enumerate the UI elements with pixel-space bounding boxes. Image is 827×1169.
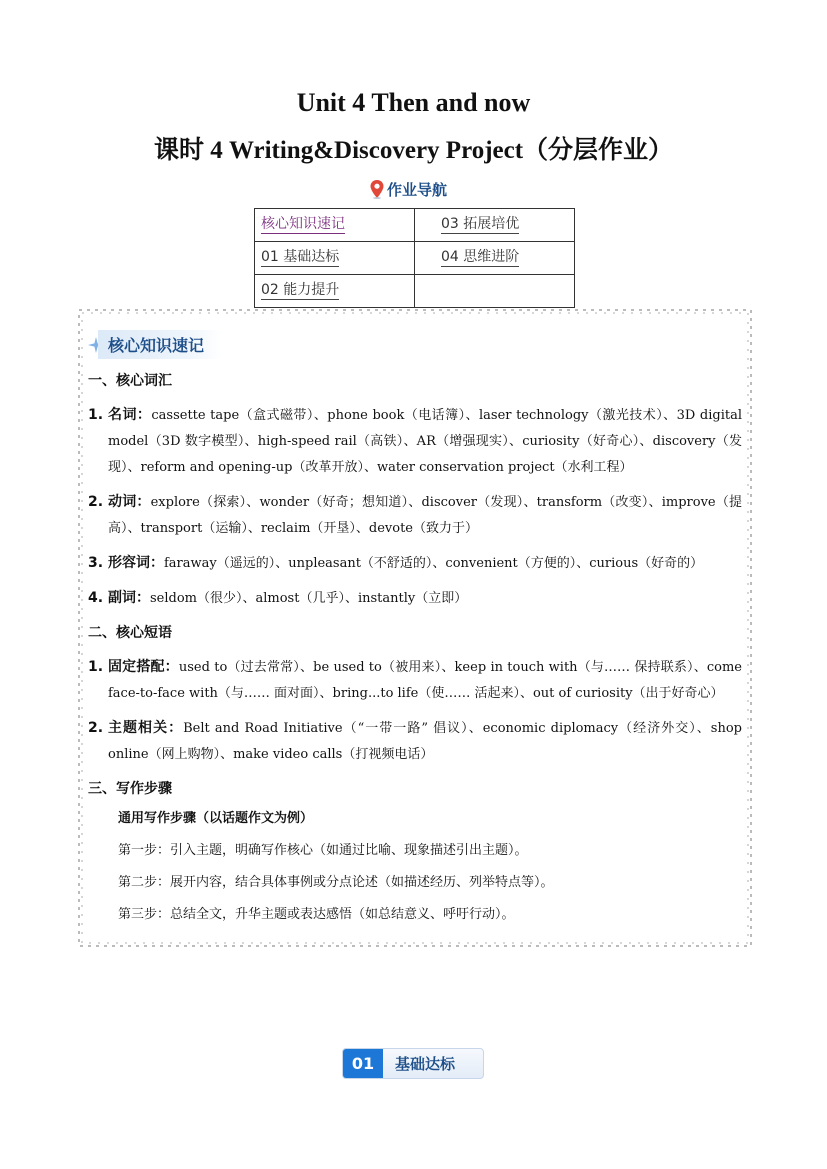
nav-link-thinking[interactable]: 04 思维进阶: [441, 249, 520, 265]
phrases-heading: 二、核心短语: [88, 625, 172, 641]
homework-nav-table: [254, 208, 575, 308]
list-item: 2. 动词：explore（探索）、wonder（好奇；想知道）、discover（发现）、transform（改变）、improve（提高）、transport（运输）、reclaim（开垦）、devote（致力于）: [88, 494, 743, 536]
nav-cell: [415, 209, 575, 242]
nav-cell: [255, 242, 415, 275]
writing-step: 第一步：引入主题，明确写作核心（如通过比喻、现象描述引出主题）。: [118, 843, 528, 858]
homework-nav-heading: [369, 178, 447, 200]
nav-cell: [255, 209, 415, 242]
writing-step: 第三步：总结全文，升华主题或表达感悟（如总结意义、呼吁行动）。: [118, 907, 515, 922]
list-item: 1. 名词：cassette tape（盒式磁带）、phone book（电话簿）、laser technology（激光技术）、3D digital model（3D 数字模型）、high-speed rail（高铁）、AR（增强现实）、curiosity（好奇心）、discovery（发现）、reform and opening-up（改革开放）、water conservation project（水利工程）: [88, 407, 742, 475]
list-item: 1. 固定搭配：used to（过去常常）、be used to（被用来）、keep in touch with（与…… 保持联系）、come face-to-face with（与…… 面对面）、bring...to life（使…… 活起来）、out of curiosity（出于好奇心）: [88, 659, 742, 701]
nav-link-extension[interactable]: 03 拓展培优: [441, 216, 520, 232]
nav-link-core-knowledge[interactable]: 核心知识速记: [261, 216, 345, 232]
homework-nav-label: 作业导航: [387, 180, 448, 199]
vocab-heading: 一、核心词汇: [88, 373, 172, 389]
location-pin-icon: [369, 179, 385, 199]
list-item: 3. 形容词：faraway（遥远的）、unpleasant（不舒适的）、convenient（方便的）、curious（好奇的）: [88, 555, 704, 571]
knowledge-content: [88, 366, 742, 928]
lesson-title: 课时 4 Writing&Discovery Project（分层作业）: [153, 137, 674, 164]
nav-cell: [255, 275, 415, 308]
writing-step: 第二步：展开内容，结合具体事例或分点论述（如描述经历、列举特点等）。: [118, 875, 554, 890]
nav-link-basic[interactable]: 01 基础达标: [261, 249, 340, 265]
list-item: 4. 副词：seldom（很少）、almost（几乎）、instantly（立即）: [88, 590, 468, 606]
section-badge-label: 基础达标: [395, 1055, 456, 1073]
core-knowledge-heading: [88, 330, 222, 359]
section-badge-number: 01: [343, 1049, 383, 1078]
list-item: 2. 主题相关：Belt and Road Initiative（“一带一路” 倡议）、economic diplomacy（经济外交）、shop online（网上购物）、make video calls（打视频电话）: [88, 720, 742, 762]
nav-link-ability[interactable]: 02 能力提升: [261, 282, 340, 298]
writing-steps-heading: 三、写作步骤: [88, 781, 172, 797]
section-badge: [342, 1048, 484, 1079]
unit-title: Unit 4 Then and now: [296, 88, 531, 117]
nav-cell: [415, 242, 575, 275]
writing-steps-subtitle: 通用写作步骤（以话题作文为例）: [118, 811, 314, 826]
core-knowledge-label: 核心知识速记: [98, 330, 222, 359]
nav-cell-empty: [415, 275, 575, 308]
